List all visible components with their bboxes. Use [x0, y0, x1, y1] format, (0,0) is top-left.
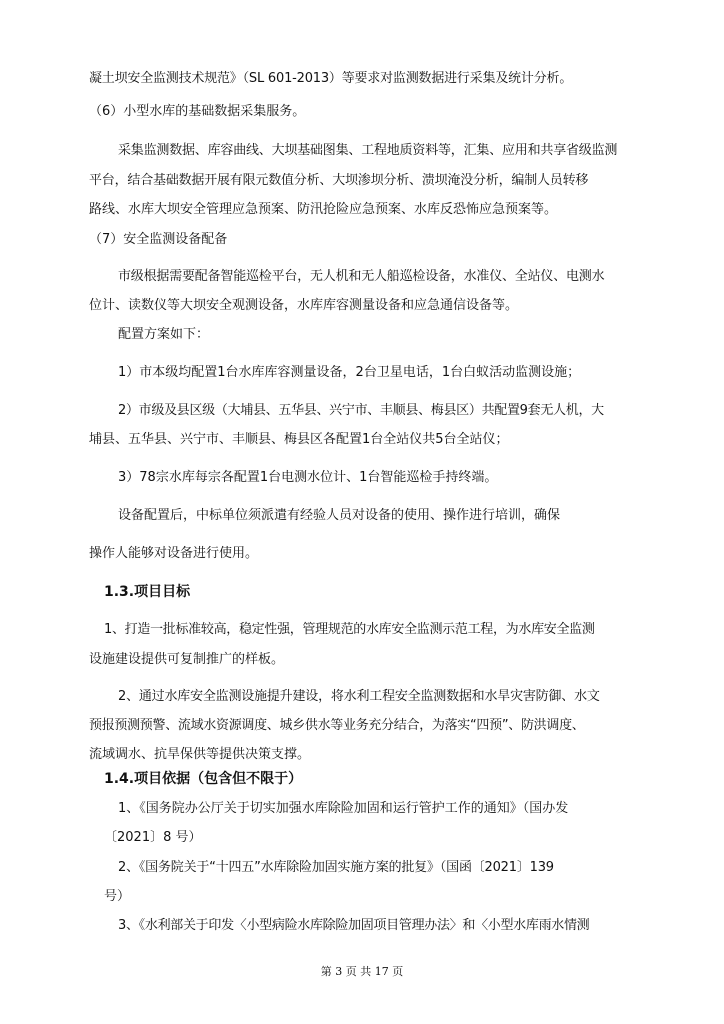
list-item: 埔县、五华县、兴宁市、丰顺县、梅县区各配置1台全站仪共5台全站仪； — [89, 432, 509, 447]
text-line: 设备配置后，中标单位须派遣有经验人员对设备的使用、操作进行培训，确保 — [118, 508, 561, 523]
text-line: 配置方案如下： — [118, 327, 210, 342]
list-item: 3）78宗水库每宗各配置1台电测水位计、1台智能巡检手持终端。 — [118, 470, 498, 485]
section-heading-1-3: 1.3.项目目标 — [104, 584, 191, 600]
subheading-6: （6）小型水库的基础数据采集服务。 — [89, 104, 306, 119]
subheading-7: （7）安全监测设备配备 — [89, 232, 228, 247]
text-line: 市级根据需要配备智能巡检平台，无人机和无人船巡检设备，水准仪、全站仪、电测水 — [118, 269, 605, 284]
section-heading-1-4: 1.4.项目依据（包含但不限于） — [104, 771, 303, 787]
list-item: 1）市本级均配置1台水库库容测量设备，2台卫星电话，1台白蚁活动监测设施； — [118, 365, 581, 380]
text-line: 平台，结合基础数据开展有限元数值分析、大坝渗坝分析、溃坝淹没分析，编制人员转移 — [89, 173, 589, 188]
text-line: 位计、读数仪等大坝安全观测设备，水库库容测量设备和应急通信设备等。 — [89, 298, 519, 313]
text-line: 采集监测数据、库容曲线、大坝基础图集、工程地质资料等，汇集、应用和共享省级监测 — [118, 143, 618, 158]
reference-item: 〔2021〕8 号） — [104, 830, 202, 845]
page-footer: 第 3 页 共 17 页 — [320, 965, 404, 978]
reference-item: 号） — [104, 889, 131, 904]
list-item: 预报预测预警、流域水资源调度、城乡供水等业务充分结合，为落实“四预”、防洪调度、 — [89, 718, 585, 733]
reference-item: 1、《国务院办公厅关于切实加强水库除险加固和运行管护工作的通知》（国办发 — [118, 801, 569, 816]
list-item: 流域调水、抗旱保供等提供决策支撑。 — [89, 747, 311, 762]
text-line: 路线、水库大坝安全管理应急预案、防汛抢险应急预案、水库反恐怖应急预案等。 — [89, 202, 558, 217]
list-item: 2、通过水库安全监测设施提升建设，将水利工程安全监测数据和水旱灾害防御、水文 — [118, 689, 600, 704]
text-line: 操作人能够对设备进行使用。 — [89, 546, 259, 561]
list-item: 1、打造一批标准较高，稳定性强，管理规范的水库安全监测示范工程，为水库安全监测 — [104, 622, 595, 637]
list-item: 设施建设提供可复制推广的样板。 — [89, 652, 285, 667]
text-line: 凝土坝安全监测技术规范》（SL 601-2013）等要求对监测数据进行采集及统计分析。 — [89, 71, 573, 86]
reference-item: 2、《国务院关于“十四五”水库除险加固实施方案的批复》（国函〔2021〕139 — [118, 860, 554, 875]
reference-item: 3、《水利部关于印发〈小型病险水库除险加固项目管理办法〉和〈小型水库雨水情测 — [118, 918, 590, 933]
list-item: 2）市级及县区级（大埔县、五华县、兴宁市、丰顺县、梅县区）共配置9套无人机，大 — [118, 403, 604, 418]
